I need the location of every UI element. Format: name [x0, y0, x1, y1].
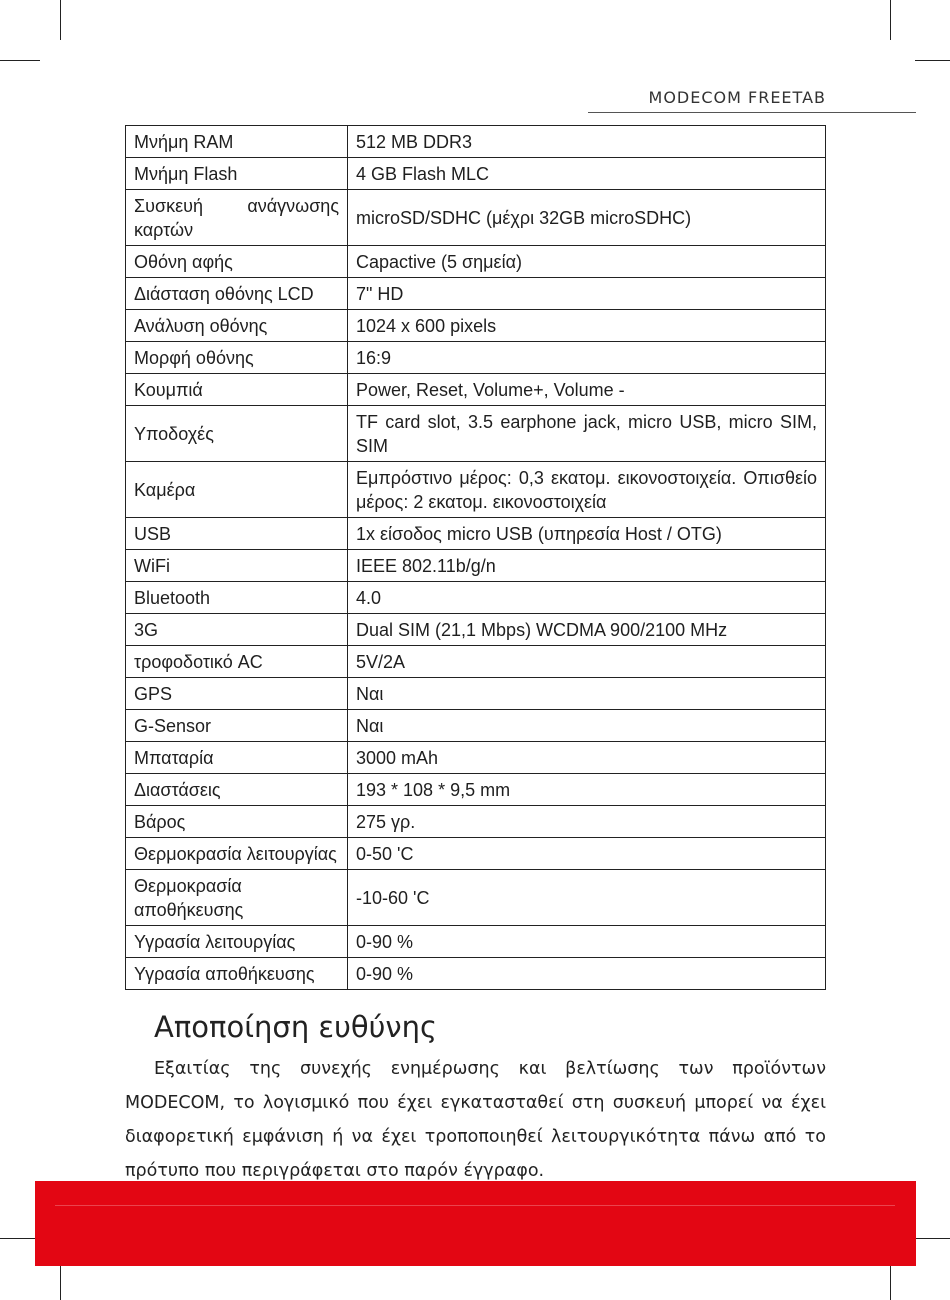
spec-value: -10-60 'C	[348, 870, 826, 926]
spec-value: IEEE 802.11b/g/n	[348, 550, 826, 582]
crop-mark	[890, 1262, 891, 1300]
spec-label: Συσκευή ανάγνωσης καρτών	[126, 190, 348, 246]
spec-value: Εμπρόστινο μέρος: 0,3 εκατομ. εικονοστοιχεία. Οπισθείο μέρος: 2 εκατομ. εικονοστοιχεία	[348, 462, 826, 518]
table-row	[126, 406, 826, 462]
spec-value: 3000 mAh	[348, 742, 826, 774]
spec-value: 7" HD	[348, 278, 826, 310]
table-row	[126, 518, 826, 550]
table-row	[126, 926, 826, 958]
crop-mark	[0, 1238, 40, 1239]
spec-label: Διάσταση οθόνης LCD	[126, 278, 348, 310]
spec-value: 0-50 'C	[348, 838, 826, 870]
table-row	[126, 614, 826, 646]
crop-mark	[60, 0, 61, 40]
table-row	[126, 806, 826, 838]
spec-value: 193 * 108 * 9,5 mm	[348, 774, 826, 806]
spec-label: τροφοδοτικό AC	[126, 646, 348, 678]
table-row	[126, 246, 826, 278]
footer-band-line	[55, 1205, 895, 1206]
spec-value: Dual SIM (21,1 Mbps) WCDMA 900/2100 MHz	[348, 614, 826, 646]
spec-label: Κουμπιά	[126, 374, 348, 406]
spec-label: Μνήμη RAM	[126, 126, 348, 158]
table-row	[126, 646, 826, 678]
table-row	[126, 278, 826, 310]
disclaimer-text: Εξαιτίας της συνεχής ενημέρωσης και βελτίωσης των προϊόντων MODECOM, το λογισμικό που έχει εγκατασταθεί στη συσκευή μπορεί να έχει διαφορετική εμφάνιση ή να έχει τροποποιηθεί λειτουργικότητα πάνω από το πρότυπο που περιγράφεται στο παρόν έγγραφο.	[125, 1059, 826, 1181]
table-row	[126, 126, 826, 158]
spec-value: Capactive (5 σημεία)	[348, 246, 826, 278]
spec-label: Θερμοκρασία λειτουργίας	[126, 838, 348, 870]
table-row	[126, 774, 826, 806]
spec-value: 5V/2A	[348, 646, 826, 678]
crop-mark	[60, 1262, 61, 1300]
crop-mark	[915, 60, 950, 61]
spec-label: Βάρος	[126, 806, 348, 838]
table-row	[126, 838, 826, 870]
table-row	[126, 462, 826, 518]
spec-label: Καμέρα	[126, 462, 348, 518]
table-row	[126, 342, 826, 374]
table-row	[126, 742, 826, 774]
spec-label: Bluetooth	[126, 582, 348, 614]
disclaimer-title: Αποποίηση ευθύνης	[154, 1010, 437, 1044]
crop-mark	[912, 1238, 950, 1239]
spec-value: 1x είσοδος micro USB (υπηρεσία Host / OTG)	[348, 518, 826, 550]
table-row	[126, 374, 826, 406]
specs-table	[125, 125, 826, 990]
spec-value: Ναι	[348, 710, 826, 742]
running-header: MODECOM FREETAB	[648, 88, 826, 107]
spec-label: WiFi	[126, 550, 348, 582]
header-rule	[588, 112, 916, 113]
table-row	[126, 550, 826, 582]
spec-label: 3G	[126, 614, 348, 646]
spec-value: 4.0	[348, 582, 826, 614]
spec-label: Υποδοχές	[126, 406, 348, 462]
spec-value: 0-90 %	[348, 926, 826, 958]
spec-value: 4 GB Flash MLC	[348, 158, 826, 190]
spec-label: Μπαταρία	[126, 742, 348, 774]
spec-value: Ναι	[348, 678, 826, 710]
spec-value: Power, Reset, Volume+, Volume -	[348, 374, 826, 406]
table-row	[126, 190, 826, 246]
spec-label: Υγρασία λειτουργίας	[126, 926, 348, 958]
spec-value: microSD/SDHC (μέχρι 32GB microSDHC)	[348, 190, 826, 246]
spec-value: 0-90 %	[348, 958, 826, 990]
spec-value: 16:9	[348, 342, 826, 374]
table-row	[126, 158, 826, 190]
spec-label: Ανάλυση οθόνης	[126, 310, 348, 342]
footer-band	[35, 1181, 916, 1266]
table-row	[126, 958, 826, 990]
spec-value: 1024 x 600 pixels	[348, 310, 826, 342]
spec-label: Μορφή οθόνης	[126, 342, 348, 374]
table-row	[126, 582, 826, 614]
spec-value: TF card slot, 3.5 earphone jack, micro USB, micro SIM, SIM	[348, 406, 826, 462]
table-row	[126, 678, 826, 710]
spec-label: Θερμοκρασία αποθήκευσης	[126, 870, 348, 926]
table-row	[126, 870, 826, 926]
spec-label: G-Sensor	[126, 710, 348, 742]
spec-label: USB	[126, 518, 348, 550]
table-row	[126, 710, 826, 742]
spec-value: 512 MB DDR3	[348, 126, 826, 158]
spec-label: Οθόνη αφής	[126, 246, 348, 278]
crop-mark	[0, 60, 40, 61]
spec-label: Υγρασία αποθήκευσης	[126, 958, 348, 990]
table-row	[126, 310, 826, 342]
spec-value: 275 γρ.	[348, 806, 826, 838]
spec-label: Μνήμη Flash	[126, 158, 348, 190]
spec-label: GPS	[126, 678, 348, 710]
crop-mark	[890, 0, 891, 40]
spec-label: Διαστάσεις	[126, 774, 348, 806]
